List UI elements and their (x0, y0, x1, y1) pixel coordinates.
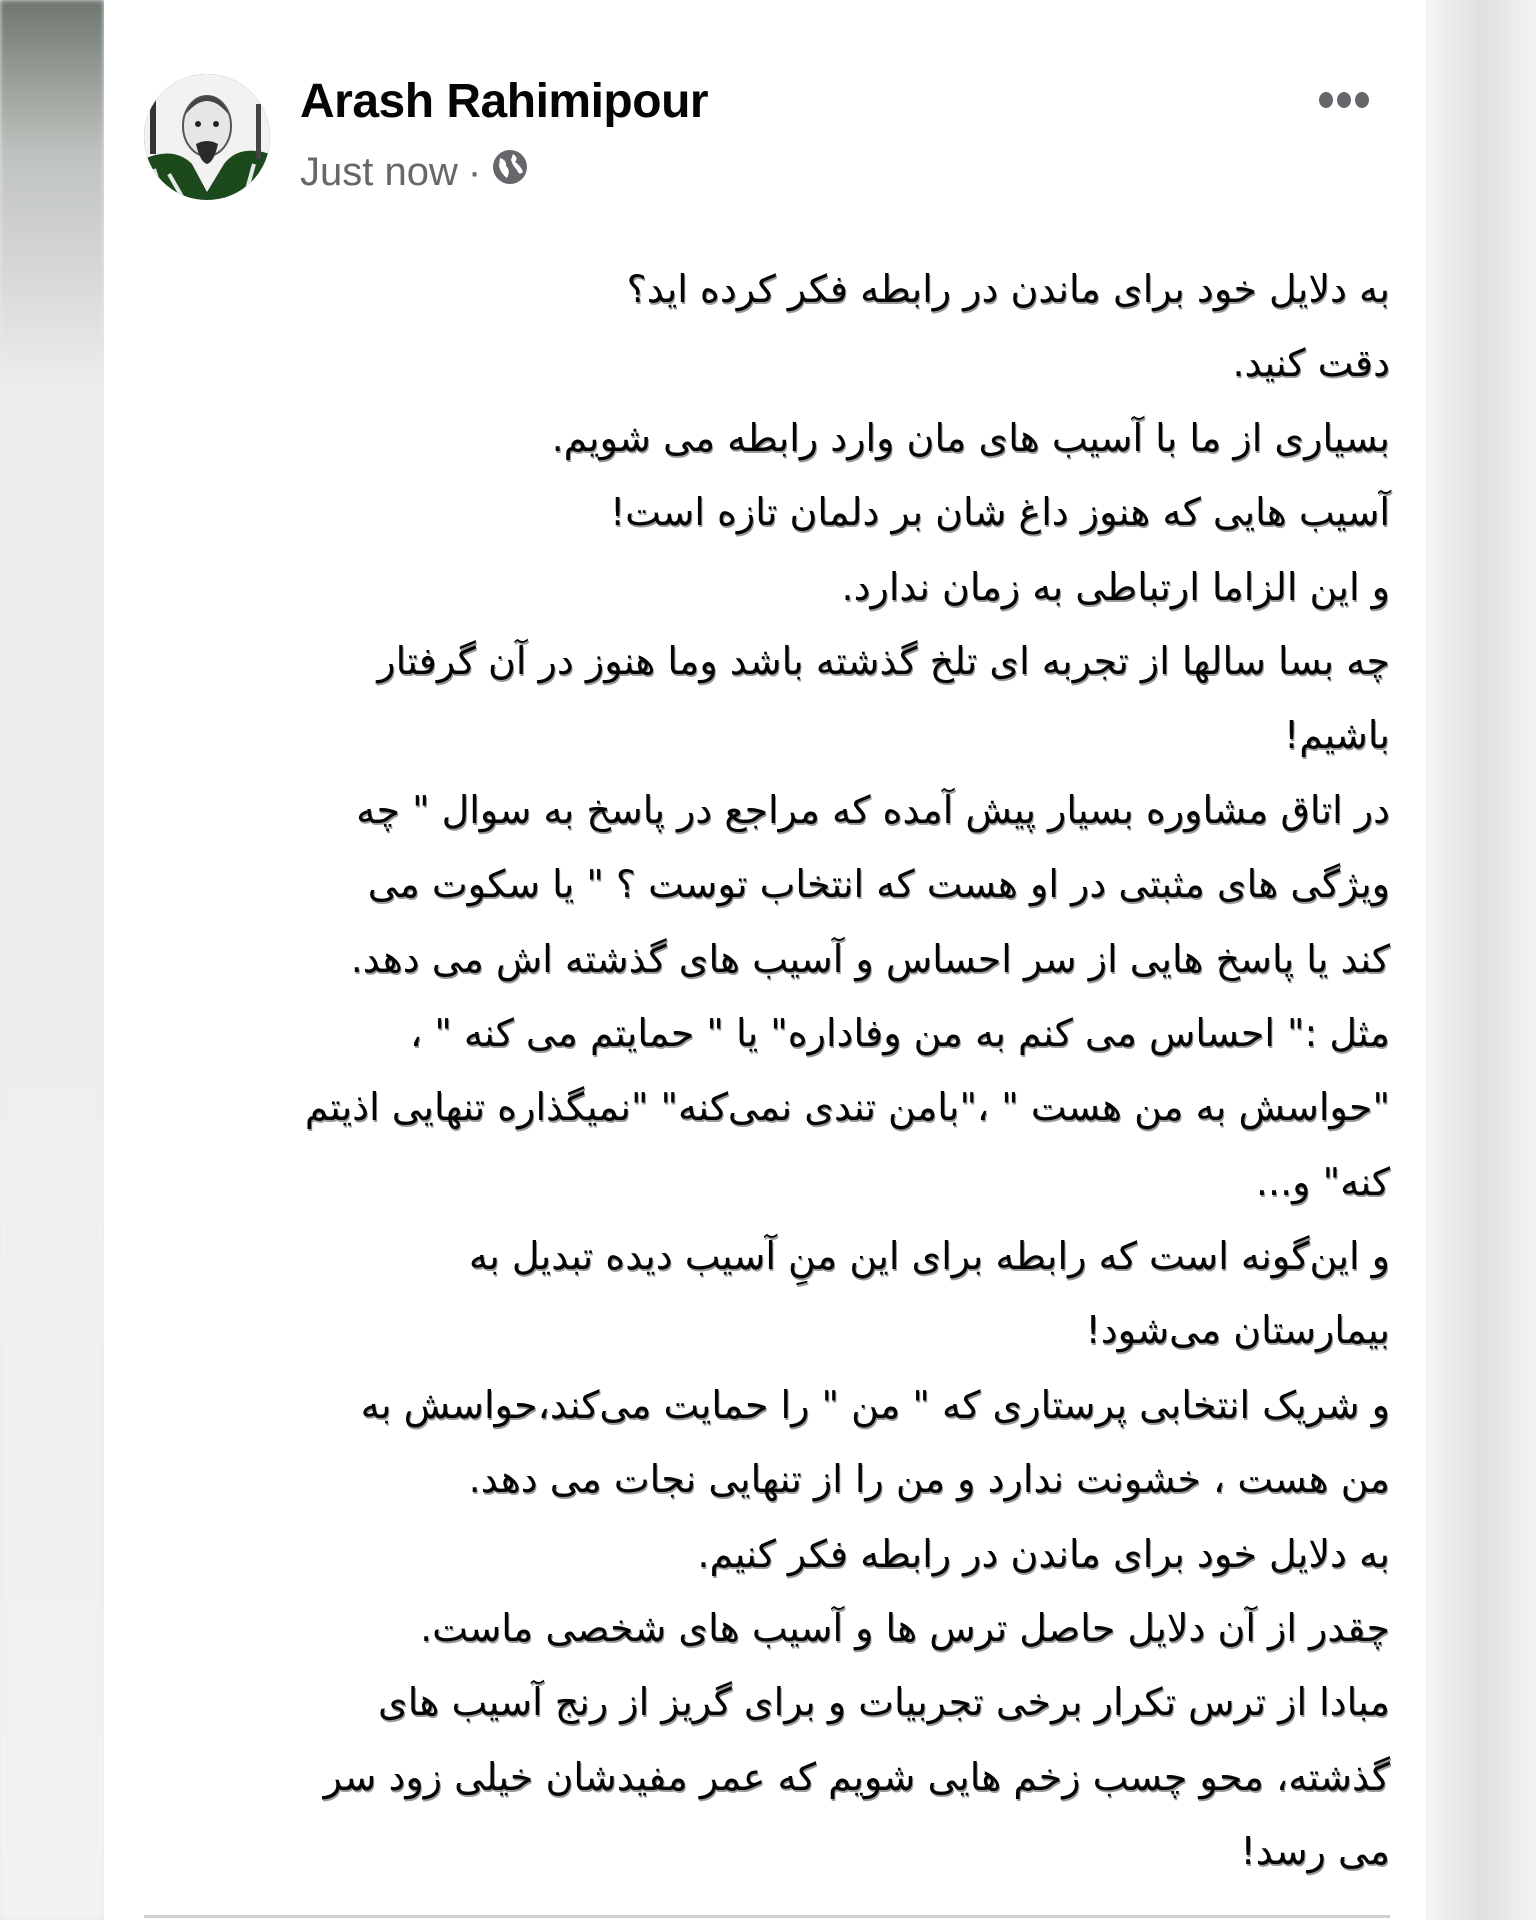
post-line: "حواسش به من هست " ،"بامن تندی نمی‌کنه" "نمیگذاره تنهایی اذیتم (304, 1085, 1390, 1130)
post-line: گذشته، محو چسب زخم هایی شویم که عمر مفیدشان خیلی زود سر (323, 1754, 1390, 1799)
post-line: باشیم! (1284, 713, 1390, 758)
post-line: و شریک انتخابی پرستاری که " من " را حمایت می‌کند،حواسش به (360, 1382, 1390, 1427)
background-right (1426, 0, 1536, 1920)
post-line: چه بسا سالها از تجربه ای تلخ گذشته باشد وما هنوز در آن گرفتار (377, 638, 1390, 683)
globe-icon[interactable] (491, 148, 529, 196)
background-left (0, 0, 104, 1920)
post-line: دقت کنید. (1232, 341, 1390, 386)
post-line: کنه" و... (1255, 1159, 1390, 1204)
more-dot-icon (1355, 92, 1369, 108)
post-line: ویژگی های مثبتی در او هست که انتخاب توست ؟ " یا سکوت می (367, 862, 1390, 907)
post-line: مبادا از ترس تکرار برخی تجربیات و برای گریز از رنج آسیب های (378, 1680, 1390, 1725)
post-line: کند یا پاسخ هایی از سر احساس و آسیب های گذشته اش می دهد. (350, 936, 1390, 981)
post-line: در اتاق مشاوره بسیار پیش آمده که مراجع در پاسخ به سوال " چه (356, 787, 1390, 832)
more-dot-icon (1319, 92, 1333, 108)
post-line: آسیب هایی که هنوز داغ شان بر دلمان تازه است! (609, 490, 1390, 535)
post-line: چقدر از آن دلایل حاصل ترس ها و آسیب های شخصی ماست. (420, 1606, 1390, 1651)
post-divider (144, 1915, 1390, 1918)
author-name[interactable]: Arash Rahimipour (300, 75, 709, 128)
more-options-button[interactable] (1314, 80, 1374, 120)
post-line: به دلایل خود برای ماندن در رابطه فکر کنیم. (697, 1531, 1390, 1576)
post-line: و این‌گونه است که رابطه برای این منِ آسیب دیده تبدیل به (468, 1234, 1390, 1279)
post-line: به دلایل خود برای ماندن در رابطه فکر کرده اید؟ (626, 267, 1390, 311)
post-line: من هست ، خشونت ندارد و من را از تنهایی نجات می دهد. (468, 1457, 1390, 1502)
more-dot-icon (1337, 92, 1351, 108)
post-line: بسیاری از ما با آسیب های مان وارد رابطه می شویم. (551, 415, 1390, 460)
post-line: و این الزاما ارتباطی به زمان ندارد. (841, 564, 1390, 609)
post-line: می رسد! (1240, 1829, 1390, 1874)
meta-separator: · (467, 149, 482, 194)
post-timestamp[interactable]: Just now (300, 149, 458, 194)
avatar-photo (144, 74, 270, 200)
post-meta (300, 148, 529, 196)
post-line: مثل :" احساس می کنم به من وفاداره" یا " حمایتم می کنه " ، (409, 1010, 1390, 1055)
author-avatar[interactable] (144, 74, 270, 200)
post-line: بیمارستان می‌شود! (1085, 1308, 1390, 1353)
post-text (160, 252, 1390, 1889)
